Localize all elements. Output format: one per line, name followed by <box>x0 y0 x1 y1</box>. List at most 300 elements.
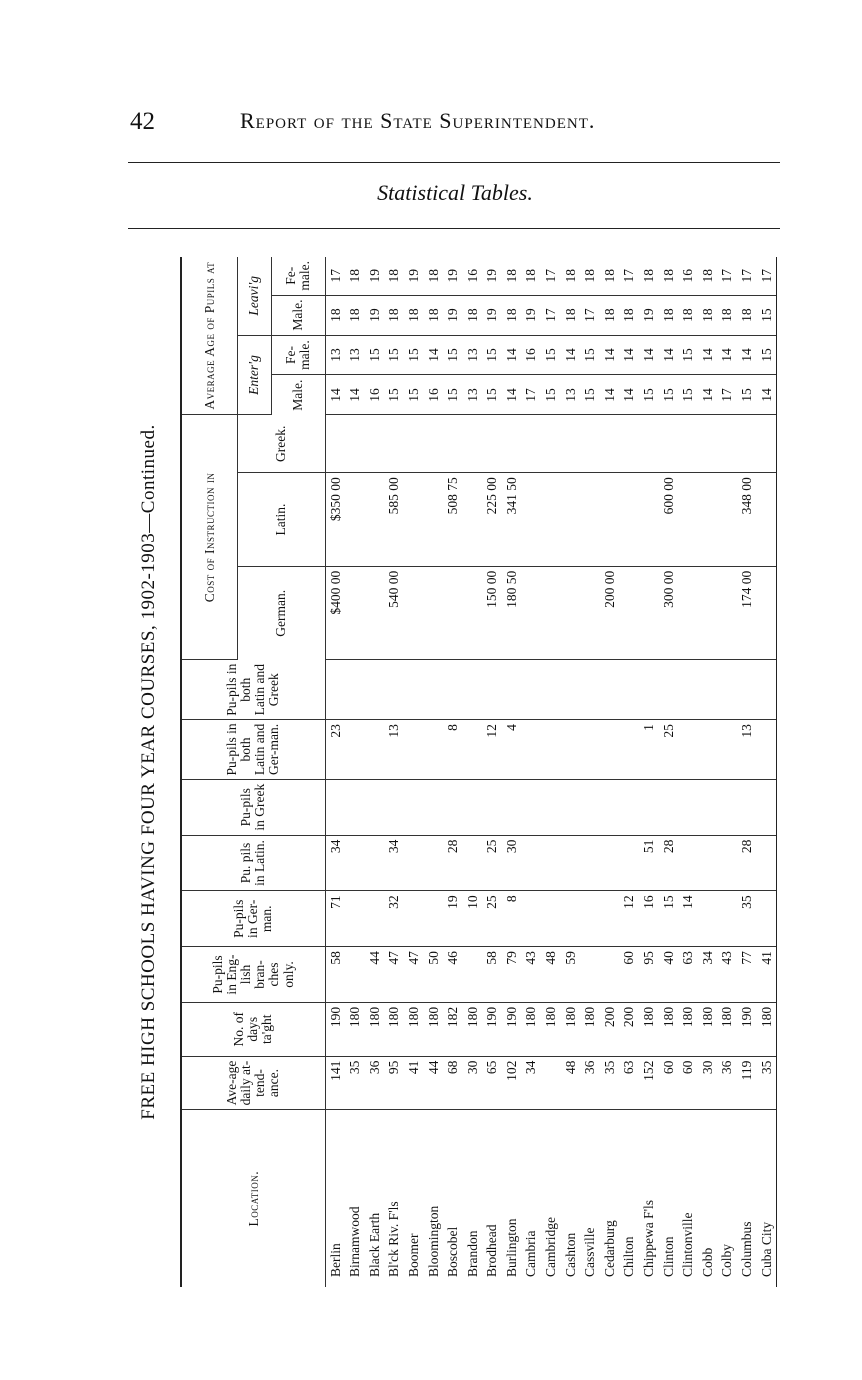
cell-attendance: 41 <box>404 1056 424 1110</box>
cell-leave-f: 17 <box>757 257 777 295</box>
cell-leave-m: 19 <box>365 295 385 335</box>
table-row <box>698 257 718 1287</box>
cell-leave-f: 18 <box>423 257 443 295</box>
cell-german <box>541 891 561 947</box>
cell-latin: 25 <box>482 835 502 891</box>
cell-leave-m: 18 <box>619 295 639 335</box>
cell-ent-f: 14 <box>561 335 581 375</box>
cell-attendance: 36 <box>365 1056 385 1110</box>
table-row <box>619 257 639 1287</box>
cell-leave-f: 19 <box>404 257 424 295</box>
col-latin-german: Pu-pils in both Latin and Ger-man. <box>181 720 325 780</box>
cell-latin-greek <box>443 660 463 720</box>
cell-cost-latin: 225 00 <box>482 473 502 567</box>
table-row <box>365 257 385 1287</box>
cell-leave-m: 18 <box>463 295 483 335</box>
cell-german: 71 <box>325 891 345 947</box>
cell-cost-greek <box>443 415 463 473</box>
col-cost-group: Cost of Instruction in <box>181 415 237 660</box>
cell-leave-f: 17 <box>619 257 639 295</box>
cell-location: Clinton <box>660 1236 676 1277</box>
cell-leave-f: 18 <box>580 257 600 295</box>
cell-ent-m: 16 <box>423 375 443 415</box>
cell-latin-greek <box>737 660 757 720</box>
cell-cost-latin: $350 00 <box>325 473 345 567</box>
cell-days: 180 <box>698 1002 718 1056</box>
col-leaving: Leavi'g <box>237 257 271 335</box>
cell-cost-german: 174 00 <box>737 566 757 660</box>
table-row <box>502 257 522 1287</box>
col-cost-german: German. <box>237 566 325 660</box>
cell-english: 58 <box>482 947 502 1003</box>
col-ent-male: Male. <box>271 375 325 415</box>
cell-days: 180 <box>384 1002 404 1056</box>
cell-german: 19 <box>443 891 463 947</box>
cell-location: Cassville <box>582 1227 598 1277</box>
cell-german <box>600 891 620 947</box>
cell-latin <box>580 835 600 891</box>
cell-greek <box>384 779 404 835</box>
cell-cost-german <box>717 566 737 660</box>
cell-location: Black Earth <box>366 1212 382 1277</box>
cell-cost-german: 540 00 <box>384 566 404 660</box>
cell-latin <box>561 835 581 891</box>
cell-days: 180 <box>404 1002 424 1056</box>
cell-attendance: 102 <box>502 1056 522 1110</box>
cell-ent-m: 14 <box>757 375 777 415</box>
cell-ent-m: 15 <box>580 375 600 415</box>
cell-greek <box>463 779 483 835</box>
cell-german: 8 <box>502 891 522 947</box>
cell-latin-german <box>561 720 581 780</box>
header-rule <box>128 162 780 163</box>
cell-ent-f: 15 <box>384 335 404 375</box>
table-row <box>423 257 443 1287</box>
cell-location: Bl'ck Riv. F'ls <box>386 1201 402 1277</box>
cell-english: 79 <box>502 947 522 1003</box>
cell-cost-latin <box>639 473 659 567</box>
cell-attendance: 48 <box>561 1056 581 1110</box>
table-row <box>600 257 620 1287</box>
cell-cost-latin <box>521 473 541 567</box>
cell-cost-latin <box>698 473 718 567</box>
cell-ent-m: 14 <box>600 375 620 415</box>
cell-leave-m: 19 <box>639 295 659 335</box>
cell-cost-greek <box>757 415 777 473</box>
cell-location: Cuba City <box>757 1110 777 1287</box>
table-row <box>678 257 698 1287</box>
cell-leave-m: 19 <box>482 295 502 335</box>
cell-cost-latin <box>345 473 365 567</box>
cell-cost-latin <box>561 473 581 567</box>
col-german: Pu-pils in Ger-man. <box>181 891 325 947</box>
cell-english: 44 <box>365 947 385 1003</box>
cell-latin-greek <box>345 660 365 720</box>
cell-cost-german <box>541 566 561 660</box>
section-title-wrap <box>0 180 862 206</box>
cell-english <box>580 947 600 1003</box>
cell-leave-f: 19 <box>482 257 502 295</box>
cell-german <box>561 891 581 947</box>
cell-cost-greek <box>619 415 639 473</box>
cell-days: 180 <box>717 1002 737 1056</box>
cell-english: 77 <box>737 947 757 1003</box>
cell-latin-german: 8 <box>443 720 463 780</box>
cell-days: 180 <box>678 1002 698 1056</box>
cell-cost-latin: 341 50 <box>502 473 522 567</box>
cell-german <box>757 891 777 947</box>
cell-greek <box>561 779 581 835</box>
cell-latin-german: 13 <box>737 720 757 780</box>
cell-latin-german <box>423 720 443 780</box>
cell-latin: 30 <box>502 835 522 891</box>
cell-attendance: 30 <box>698 1056 718 1110</box>
cell-latin-german <box>698 720 718 780</box>
cell-ent-m: 15 <box>384 375 404 415</box>
cell-latin-greek <box>325 660 345 720</box>
cell-ent-m: 17 <box>521 375 541 415</box>
col-leave-female: Fe-male. <box>271 257 325 295</box>
cell-greek <box>521 779 541 835</box>
cell-leave-m: 17 <box>541 295 561 335</box>
cell-attendance: 35 <box>345 1056 365 1110</box>
table-row <box>482 257 502 1287</box>
cell-days: 180 <box>423 1002 443 1056</box>
cell-cost-latin <box>757 473 777 567</box>
cell-latin <box>521 835 541 891</box>
cell-location: Bloomington <box>425 1205 441 1277</box>
cell-latin-german <box>678 720 698 780</box>
cell-leave-f: 18 <box>561 257 581 295</box>
cell-german <box>698 891 718 947</box>
cell-cost-latin <box>580 473 600 567</box>
cell-ent-m: 14 <box>619 375 639 415</box>
cell-leave-m: 19 <box>521 295 541 335</box>
cell-cost-german <box>365 566 385 660</box>
cell-days: 180 <box>541 1002 561 1056</box>
cell-leave-f: 18 <box>600 257 620 295</box>
cell-ent-f: 15 <box>541 335 561 375</box>
table-title: FREE HIGH SCHOOLS HAVING FOUR YEAR COURSES, 1902-1903—Continued. <box>138 424 159 1120</box>
cell-ent-m: 15 <box>482 375 502 415</box>
cell-cost-latin <box>404 473 424 567</box>
cell-ent-f: 15 <box>580 335 600 375</box>
cell-cost-latin <box>463 473 483 567</box>
cell-leave-m: 18 <box>678 295 698 335</box>
table-row <box>639 257 659 1287</box>
cell-english: 40 <box>659 947 679 1003</box>
cell-latin-greek <box>619 660 639 720</box>
cell-leave-f: 18 <box>384 257 404 295</box>
cell-leave-f: 18 <box>345 257 365 295</box>
cell-attendance: 35 <box>600 1056 620 1110</box>
cell-attendance: 119 <box>737 1056 757 1110</box>
cell-cost-greek <box>423 415 443 473</box>
table-row <box>580 257 600 1287</box>
cell-latin: 51 <box>639 835 659 891</box>
cell-english: 47 <box>384 947 404 1003</box>
cell-leave-f: 16 <box>678 257 698 295</box>
section-title: Statistical Tables. <box>377 180 533 205</box>
cell-leave-f: 18 <box>639 257 659 295</box>
cell-latin-greek <box>678 660 698 720</box>
cell-ent-f: 14 <box>659 335 679 375</box>
cell-latin <box>698 835 718 891</box>
col-english: Pu-pils in Eng-lish bran-ches only. <box>181 947 325 1003</box>
cell-leave-m: 18 <box>561 295 581 335</box>
cell-greek <box>482 779 502 835</box>
cell-cost-german <box>521 566 541 660</box>
col-latin-greek: Pu-pils in both Latin and Greek <box>181 660 325 720</box>
cell-latin-greek <box>502 660 522 720</box>
table-row <box>325 257 345 1287</box>
cell-latin-greek <box>423 660 443 720</box>
cell-greek <box>580 779 600 835</box>
cell-ent-m: 15 <box>659 375 679 415</box>
cell-ent-m: 13 <box>463 375 483 415</box>
cell-cost-german <box>580 566 600 660</box>
cell-latin <box>404 835 424 891</box>
cell-latin <box>345 835 365 891</box>
cell-days: 180 <box>639 1002 659 1056</box>
cell-ent-m: 16 <box>365 375 385 415</box>
cell-ent-f: 14 <box>423 335 443 375</box>
cell-ent-m: 13 <box>561 375 581 415</box>
table-row <box>443 257 463 1287</box>
cell-ent-f: 13 <box>325 335 345 375</box>
cell-days: 190 <box>325 1002 345 1056</box>
cell-latin <box>541 835 561 891</box>
cell-days: 180 <box>463 1002 483 1056</box>
cell-latin <box>463 835 483 891</box>
section-rule <box>128 228 780 229</box>
cell-english <box>345 947 365 1003</box>
cell-german: 14 <box>678 891 698 947</box>
cell-greek <box>619 779 639 835</box>
cell-german <box>717 891 737 947</box>
cell-leave-m: 18 <box>384 295 404 335</box>
cell-ent-m: 14 <box>345 375 365 415</box>
cell-cost-german <box>698 566 718 660</box>
cell-english: 59 <box>561 947 581 1003</box>
cell-location: Brodhead <box>484 1224 500 1277</box>
cell-english: 41 <box>757 947 777 1003</box>
cell-leave-f: 18 <box>521 257 541 295</box>
cell-german <box>345 891 365 947</box>
cell-ent-f: 15 <box>678 335 698 375</box>
cell-ent-m: 15 <box>443 375 463 415</box>
cell-attendance: 68 <box>443 1056 463 1110</box>
cell-greek <box>717 779 737 835</box>
cell-english: 60 <box>619 947 639 1003</box>
table-row <box>463 257 483 1287</box>
cell-latin-german: 12 <box>482 720 502 780</box>
cell-german: 16 <box>639 891 659 947</box>
cell-ent-f: 16 <box>521 335 541 375</box>
cell-greek <box>698 779 718 835</box>
cell-days: 200 <box>600 1002 620 1056</box>
table-row <box>521 257 541 1287</box>
cell-leave-m: 18 <box>659 295 679 335</box>
cell-leave-m: 18 <box>717 295 737 335</box>
cell-days: 200 <box>619 1002 639 1056</box>
cell-cost-german: 180 50 <box>502 566 522 660</box>
cell-english: 63 <box>678 947 698 1003</box>
cell-leave-f: 18 <box>502 257 522 295</box>
cell-leave-m: 18 <box>325 295 345 335</box>
cell-attendance: 34 <box>521 1056 541 1110</box>
cell-latin-greek <box>521 660 541 720</box>
cell-cost-german: 200 00 <box>600 566 620 660</box>
cell-greek <box>541 779 561 835</box>
cell-location: Burlington <box>503 1218 519 1277</box>
table-row <box>717 257 737 1287</box>
cell-leave-m: 18 <box>502 295 522 335</box>
cell-latin-german: 13 <box>384 720 404 780</box>
cell-cost-greek <box>384 415 404 473</box>
cell-ent-f: 14 <box>737 335 757 375</box>
cell-leave-m: 18 <box>737 295 757 335</box>
cell-cost-greek <box>678 415 698 473</box>
cell-latin-german <box>600 720 620 780</box>
cell-days: 180 <box>561 1002 581 1056</box>
cell-german <box>404 891 424 947</box>
cell-latin-german <box>717 720 737 780</box>
statistics-table <box>180 257 777 1287</box>
cell-cost-latin: 585 00 <box>384 473 404 567</box>
cell-latin-greek <box>698 660 718 720</box>
table-wrapper <box>180 257 782 1287</box>
col-location: Location. <box>181 1110 325 1287</box>
cell-days: 180 <box>345 1002 365 1056</box>
cell-cost-greek <box>580 415 600 473</box>
cell-ent-f: 13 <box>345 335 365 375</box>
cell-days: 180 <box>757 1002 777 1056</box>
cell-cost-latin <box>619 473 639 567</box>
cell-cost-german <box>561 566 581 660</box>
cell-ent-m: 15 <box>541 375 561 415</box>
cell-cost-greek <box>345 415 365 473</box>
cell-german <box>365 891 385 947</box>
table-row <box>737 257 757 1287</box>
col-ent-female: Fe-male. <box>271 335 325 375</box>
cell-german: 32 <box>384 891 404 947</box>
table-body <box>325 257 777 1287</box>
cell-attendance: 141 <box>325 1056 345 1110</box>
cell-ent-m: 15 <box>678 375 698 415</box>
cell-cost-greek <box>404 415 424 473</box>
cell-latin-german <box>521 720 541 780</box>
cell-latin-german: 25 <box>659 720 679 780</box>
cell-cost-latin <box>717 473 737 567</box>
cell-latin-greek <box>659 660 679 720</box>
cell-german <box>521 891 541 947</box>
cell-cost-greek <box>463 415 483 473</box>
cell-ent-f: 14 <box>639 335 659 375</box>
cell-english: 43 <box>717 947 737 1003</box>
cell-cost-german: 150 00 <box>482 566 502 660</box>
cell-cost-greek <box>365 415 385 473</box>
cell-cost-german <box>639 566 659 660</box>
cell-days: 182 <box>443 1002 463 1056</box>
cell-greek <box>737 779 757 835</box>
cell-leave-m: 18 <box>698 295 718 335</box>
cell-greek <box>600 779 620 835</box>
cell-ent-f: 14 <box>502 335 522 375</box>
col-greek: Pu-pils in Greek <box>181 779 325 835</box>
cell-cost-german <box>463 566 483 660</box>
cell-cost-latin <box>541 473 561 567</box>
cell-latin: 28 <box>443 835 463 891</box>
table-row <box>345 257 365 1287</box>
cell-latin <box>757 835 777 891</box>
col-leave-male: Male. <box>271 295 325 335</box>
cell-latin-greek <box>580 660 600 720</box>
cell-latin-german <box>619 720 639 780</box>
cell-leave-m: 15 <box>757 295 777 335</box>
cell-cost-greek <box>521 415 541 473</box>
cell-attendance: 152 <box>639 1056 659 1110</box>
cell-location: Boscobel <box>445 1226 461 1277</box>
cell-attendance: 65 <box>482 1056 502 1110</box>
cell-latin-greek <box>600 660 620 720</box>
cell-english: 48 <box>541 947 561 1003</box>
cell-greek <box>423 779 443 835</box>
cell-latin <box>619 835 639 891</box>
cell-english: 43 <box>521 947 541 1003</box>
col-days: No. of days ta'ght <box>181 1002 325 1056</box>
cell-leave-f: 17 <box>325 257 345 295</box>
cell-cost-greek <box>639 415 659 473</box>
cell-german: 10 <box>463 891 483 947</box>
cell-german: 15 <box>659 891 679 947</box>
cell-cost-latin <box>365 473 385 567</box>
col-age-group: Average Age of Pupils at <box>181 257 237 415</box>
cell-cost-german: $400 00 <box>325 566 345 660</box>
cell-ent-f: 14 <box>717 335 737 375</box>
cell-cost-greek <box>737 415 757 473</box>
cell-latin <box>423 835 443 891</box>
cell-ent-f: 15 <box>757 335 777 375</box>
cell-leave-m: 18 <box>404 295 424 335</box>
table-row <box>384 257 404 1287</box>
cell-latin-greek <box>463 660 483 720</box>
cell-location: Cambridge <box>543 1217 559 1277</box>
cell-latin-greek <box>365 660 385 720</box>
rotated-table-block <box>130 257 782 1287</box>
col-latin: Pu. pils in Latin. <box>181 835 325 891</box>
col-cost-latin: Latin. <box>237 473 325 567</box>
table-row <box>659 257 679 1287</box>
cell-leave-f: 19 <box>365 257 385 295</box>
page-header <box>0 104 862 144</box>
cell-attendance: 30 <box>463 1056 483 1110</box>
cell-greek <box>443 779 463 835</box>
cell-attendance: 60 <box>659 1056 679 1110</box>
col-cost-greek: Greek. <box>237 415 325 473</box>
cell-attendance: 44 <box>423 1056 443 1110</box>
cell-location: Chippewa F'ls <box>641 1199 657 1277</box>
cell-leave-f: 17 <box>541 257 561 295</box>
cell-english: 46 <box>443 947 463 1003</box>
cell-ent-m: 15 <box>404 375 424 415</box>
cell-latin <box>678 835 698 891</box>
cell-cost-greek <box>325 415 345 473</box>
cell-cost-greek <box>482 415 502 473</box>
cell-german: 12 <box>619 891 639 947</box>
cell-latin <box>717 835 737 891</box>
cell-ent-f: 14 <box>600 335 620 375</box>
